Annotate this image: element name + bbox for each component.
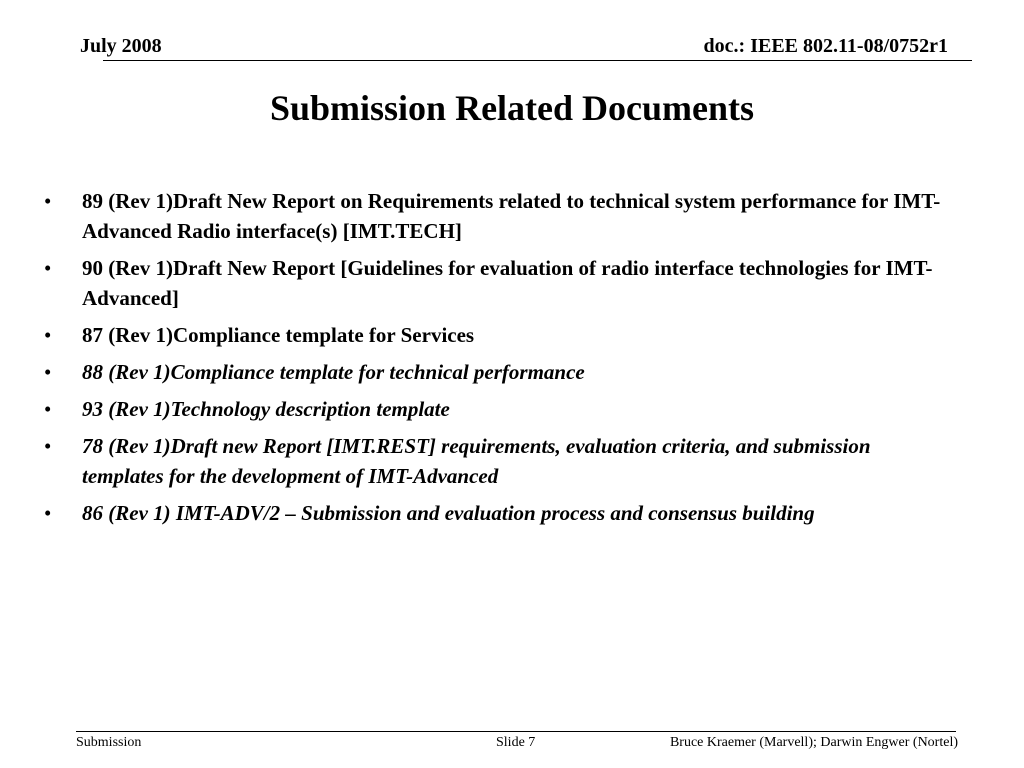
bullet-item <box>44 431 944 491</box>
bullet-icon: • <box>44 397 52 421</box>
bullet-item <box>44 320 944 350</box>
bullet-icon: • <box>44 189 52 213</box>
bullet-text: 88 (Rev 1)Compliance template for technical performance <box>82 360 585 384</box>
bullet-text: 86 (Rev 1) IMT-ADV/2 – Submission and evaluation process and consensus building <box>82 501 815 525</box>
footer-submission: Submission <box>76 735 142 750</box>
bullet-icon: • <box>44 256 52 280</box>
bullet-icon: • <box>44 434 52 458</box>
slide-title: Submission Related Documents <box>269 88 755 128</box>
bullet-item <box>44 394 944 424</box>
bullet-item <box>44 253 944 313</box>
bullet-item <box>44 498 944 528</box>
footer-slide-number: Slide 7 <box>496 735 536 750</box>
header-doc-id: doc.: IEEE 802.11-08/0752r1 <box>703 35 948 57</box>
header-date: July 2008 <box>80 35 162 57</box>
header-divider <box>103 60 972 61</box>
bullet-icon: • <box>44 501 52 525</box>
bullet-item <box>44 357 944 387</box>
bullet-text: 87 (Rev 1)Compliance template for Services <box>82 323 475 347</box>
bullet-text: 93 (Rev 1)Technology description template <box>82 397 450 421</box>
footer-divider <box>76 731 956 732</box>
bullet-item <box>44 186 944 246</box>
bullet-text: 89 (Rev 1)Draft New Report on Requirements related to technical system performance for IMT-Advanced Radio interface(s) [IMT.TECH] <box>82 189 941 243</box>
bullet-text: 78 (Rev 1)Draft new Report [IMT.REST] requirements, evaluation criteria, and submission templates for the development of IMT-Advanced <box>82 434 871 488</box>
bullet-icon: • <box>44 323 52 347</box>
bullet-text: 90 (Rev 1)Draft New Report [Guidelines for evaluation of radio interface technologies for IMT-Advanced] <box>82 256 933 310</box>
bullet-icon: • <box>44 360 52 384</box>
footer-authors: Bruce Kraemer (Marvell); Darwin Engwer (Nortel) <box>669 735 958 750</box>
bullet-list <box>44 186 944 535</box>
